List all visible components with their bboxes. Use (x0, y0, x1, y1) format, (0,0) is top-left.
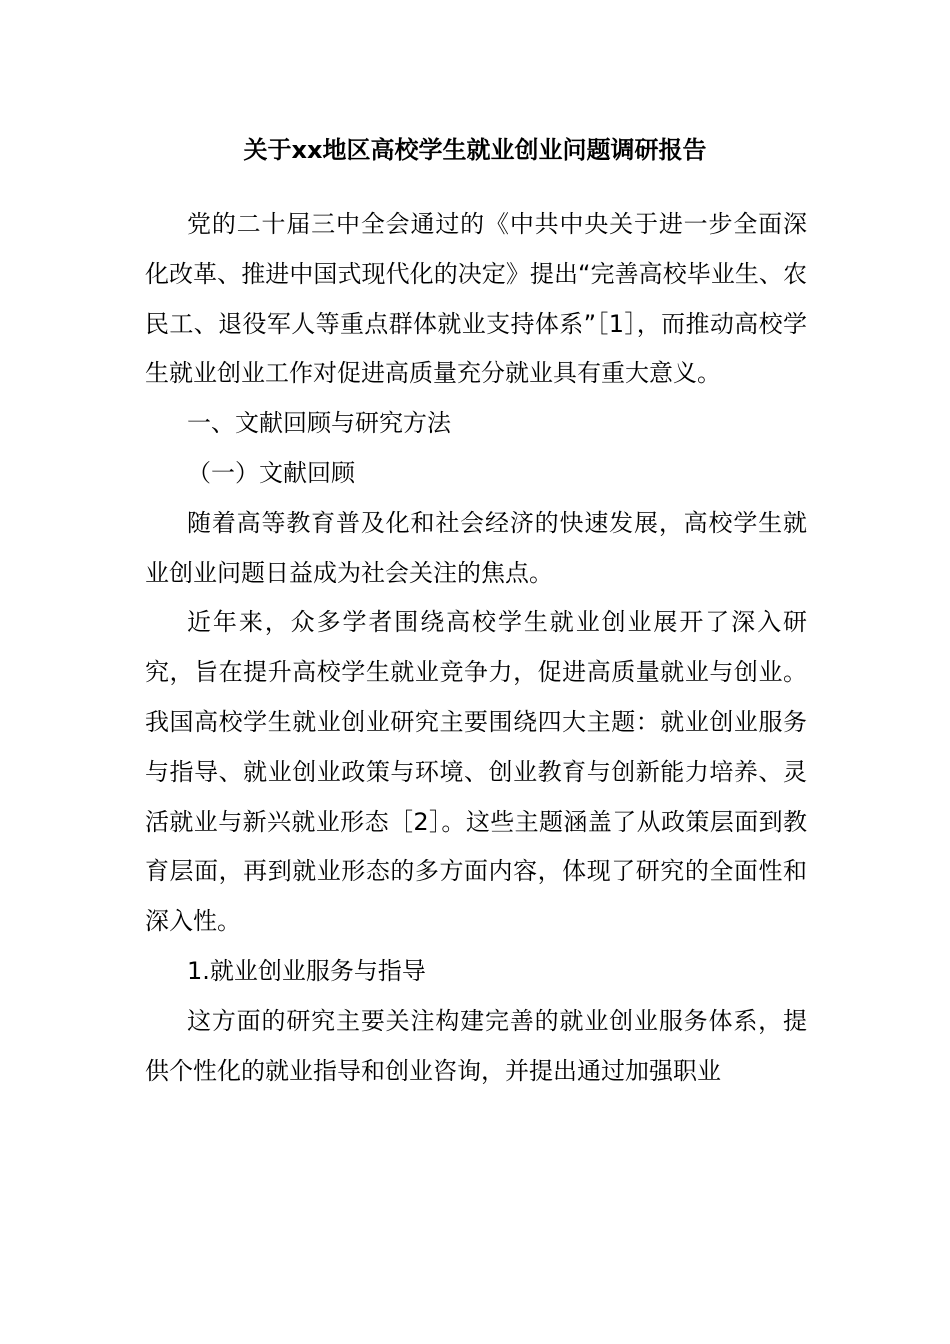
paragraph-services: 这方面的研究主要关注构建完善的就业创业服务体系，提供个性化的就业指导和创业咨询，并提出通过加强职业 (145, 1006, 807, 1085)
paragraph-literature-1: 随着高等教育普及化和社会经济的快速发展，高校学生就业创业问题日益成为社会关注的焦点。 (145, 508, 807, 587)
subsection-heading-1: （一）文献回顾 (187, 458, 355, 487)
paragraph-intro: 党的二十届三中全会通过的《中共中央关于进一步全面深化改革、推进中国式现代化的决定》提出“完善高校毕业生、农民工、退役军人等重点群体就业支持体系”［1］，而推动高校学生就业创业工作对促进高质量充分就业具有重大意义。 (145, 210, 807, 388)
section-heading-1: 一、文献回顾与研究方法 (187, 409, 451, 438)
document-body (145, 200, 807, 1096)
document-title: 关于xx地区高校学生就业创业问题调研报告 (243, 136, 707, 164)
subsection-heading-numbered-1: 1.就业创业服务与指导 (187, 956, 426, 985)
paragraph-literature-2: 近年来，众多学者围绕高校学生就业创业展开了深入研究，旨在提升高校学生就业竞争力，促进高质量就业与创业。我国高校学生就业创业研究主要围绕四大主题：就业创业服务与指导、就业创业政策与环境、创业教育与创新能力培养、灵活就业与新兴就业形态［2］。这些主题涵盖了从政策层面到教育层面，再到就业形态的多方面内容，体现了研究的全面性和深入性。 (145, 608, 807, 936)
